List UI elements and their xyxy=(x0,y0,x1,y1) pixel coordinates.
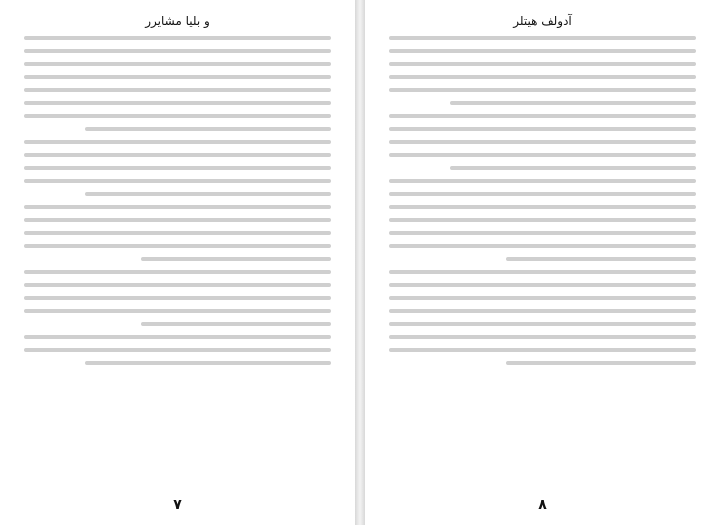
paragraph xyxy=(389,114,696,170)
book-gutter xyxy=(355,0,365,525)
left-page xyxy=(0,0,355,525)
page-number: ۸ xyxy=(538,497,547,513)
paragraph xyxy=(24,205,331,261)
body-text xyxy=(24,36,331,487)
paragraph xyxy=(389,179,696,261)
right-page xyxy=(365,0,720,525)
running-head: آدولف هیتلر xyxy=(513,14,572,28)
paragraph xyxy=(24,75,331,131)
paragraph xyxy=(24,270,331,326)
paragraph xyxy=(389,283,696,365)
paragraph xyxy=(389,270,696,274)
body-text xyxy=(389,36,696,487)
paragraph xyxy=(389,36,696,105)
page-number: ۷ xyxy=(173,497,182,513)
running-head: و بلیا مشایرر xyxy=(145,14,210,28)
paragraph xyxy=(24,36,331,66)
paragraph xyxy=(24,335,331,365)
paragraph xyxy=(24,140,331,196)
